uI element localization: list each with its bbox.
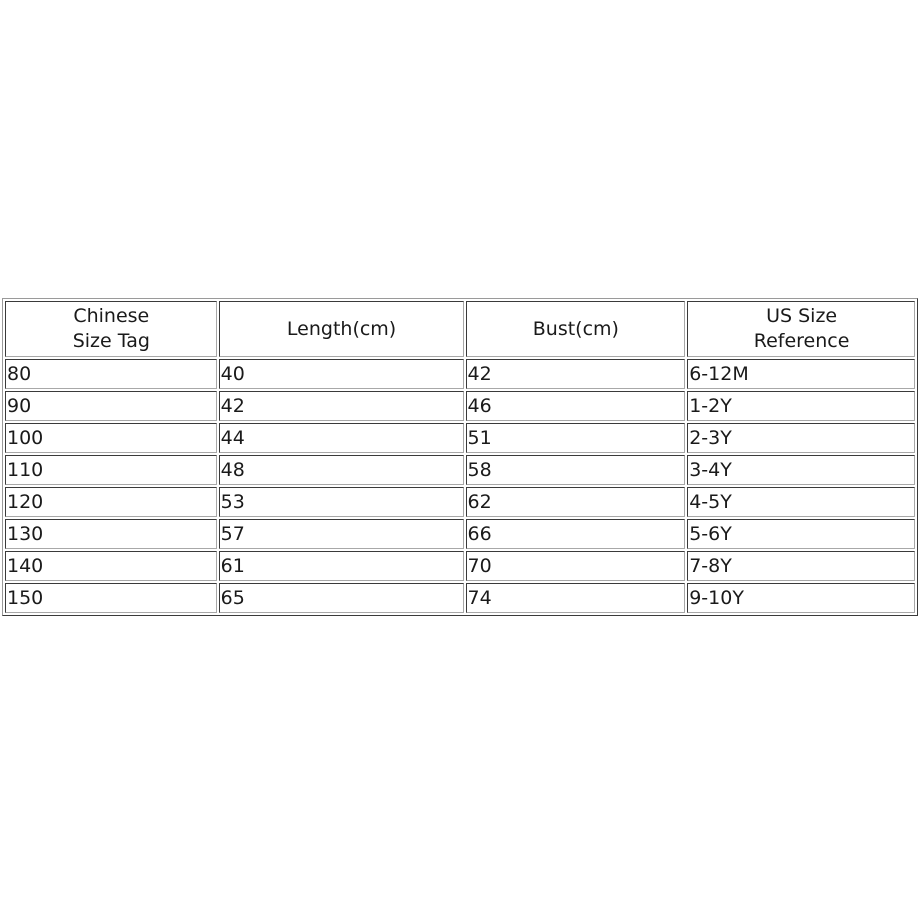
cell-length: 57 xyxy=(219,519,464,549)
header-us-size-reference xyxy=(687,301,915,357)
cell-us-size: 2-3Y xyxy=(687,423,915,453)
cell-chinese-size: 90 xyxy=(5,391,217,421)
header-text: US Size xyxy=(766,305,838,327)
cell-bust: 66 xyxy=(466,519,686,549)
table-row xyxy=(5,391,915,421)
cell-bust: 74 xyxy=(466,583,686,613)
cell-length: 48 xyxy=(219,455,464,485)
header-row xyxy=(5,301,915,357)
cell-chinese-size: 120 xyxy=(5,487,217,517)
cell-length: 65 xyxy=(219,583,464,613)
cell-bust: 51 xyxy=(466,423,686,453)
cell-bust: 46 xyxy=(466,391,686,421)
cell-us-size: 5-6Y xyxy=(687,519,915,549)
header-chinese-size-tag xyxy=(5,301,217,357)
cell-chinese-size: 110 xyxy=(5,455,217,485)
header-bust xyxy=(466,301,686,357)
header-text: Bust(cm) xyxy=(532,317,619,340)
cell-us-size: 6-12M xyxy=(687,359,915,389)
header-text: Chinese xyxy=(73,305,150,327)
size-chart-table xyxy=(2,298,918,616)
cell-chinese-size: 140 xyxy=(5,551,217,581)
cell-chinese-size: 80 xyxy=(5,359,217,389)
cell-us-size: 7-8Y xyxy=(687,551,915,581)
cell-us-size: 9-10Y xyxy=(687,583,915,613)
table-row xyxy=(5,551,915,581)
cell-chinese-size: 100 xyxy=(5,423,217,453)
header-text: Reference xyxy=(753,330,850,352)
table-row xyxy=(5,487,915,517)
cell-length: 53 xyxy=(219,487,464,517)
table-row xyxy=(5,423,915,453)
cell-chinese-size: 150 xyxy=(5,583,217,613)
header-text: Size Tag xyxy=(72,330,150,352)
header-text: Length(cm) xyxy=(286,317,397,340)
cell-length: 44 xyxy=(219,423,464,453)
cell-us-size: 4-5Y xyxy=(687,487,915,517)
table-row xyxy=(5,583,915,613)
cell-chinese-size: 130 xyxy=(5,519,217,549)
cell-length: 42 xyxy=(219,391,464,421)
table-row xyxy=(5,359,915,389)
cell-us-size: 3-4Y xyxy=(687,455,915,485)
cell-bust: 42 xyxy=(466,359,686,389)
cell-us-size: 1-2Y xyxy=(687,391,915,421)
cell-bust: 58 xyxy=(466,455,686,485)
table-row xyxy=(5,519,915,549)
cell-bust: 62 xyxy=(466,487,686,517)
cell-length: 61 xyxy=(219,551,464,581)
cell-length: 40 xyxy=(219,359,464,389)
cell-bust: 70 xyxy=(466,551,686,581)
header-length xyxy=(219,301,464,357)
table-row xyxy=(5,455,915,485)
